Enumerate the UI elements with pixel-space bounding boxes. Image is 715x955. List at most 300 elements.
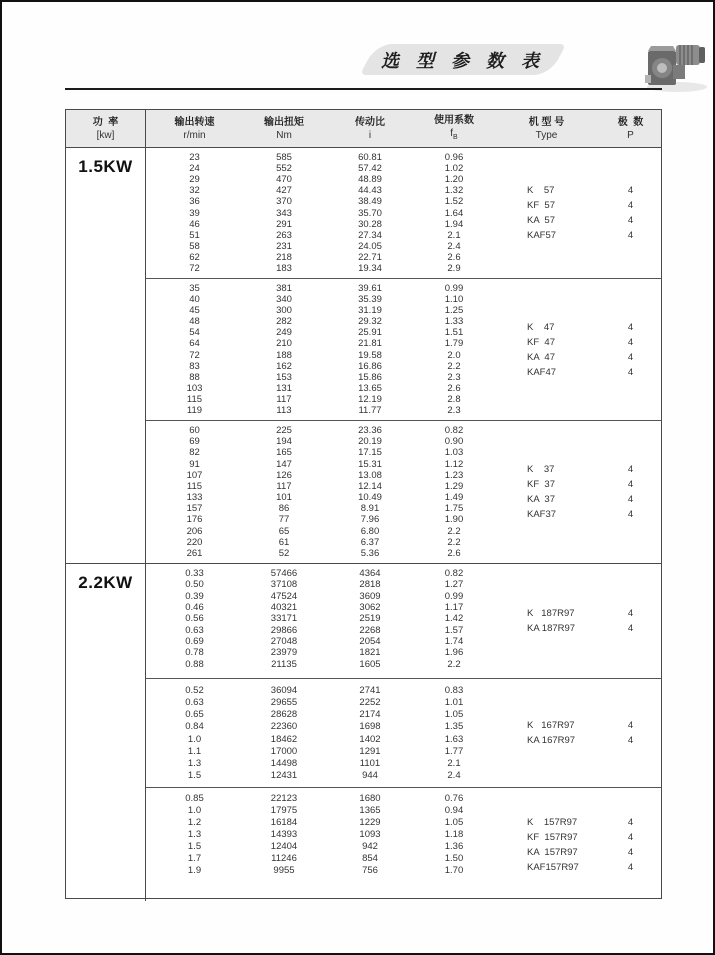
ratio-value: 31.19 [358,305,382,317]
torque-value: 18462 [270,733,298,745]
torque-value: 552 [276,163,292,175]
header-ratio: 传动比 i [355,116,385,141]
ratio-value: 19.58 [358,349,382,361]
speed-value: 39 [189,207,200,219]
factor-value: 2.6 [447,251,461,263]
speed-value: 23 [189,152,200,164]
speed-value: 0.85 [185,792,204,804]
poles-value: 4 [627,735,634,746]
torque-value: 249 [276,327,292,339]
factor-value: 1.33 [444,316,464,328]
ratio-value: 1402 [359,733,381,745]
poles-value: 4 [627,816,634,828]
ratio-block [146,148,661,279]
power-label: 2.2KW [78,573,133,592]
table-row [146,305,661,316]
header-divider [65,88,662,90]
table-row [146,548,661,559]
factor-value: 2.3 [447,404,461,416]
factor-value: 2.6 [447,547,461,559]
speed-value: 1.0 [187,804,202,816]
speed-value: 176 [186,514,203,526]
type-row [493,198,661,213]
speed-value: 119 [186,404,203,416]
speed-value: 69 [189,436,200,448]
torque-value: 291 [276,218,292,230]
speed-value: 0.52 [185,684,204,696]
factor-value: 0.94 [444,804,464,816]
ratio-value: 4364 [359,568,381,580]
factor-value: 2.2 [447,360,461,372]
ratio-value: 8.91 [360,503,380,515]
ratio-value: 1101 [359,758,381,770]
table-row [146,263,661,274]
poles-value: 4 [627,215,634,226]
speed-value: 0.63 [185,696,204,708]
torque-value: 37108 [270,579,298,591]
factor-value: 1.23 [444,469,464,481]
ratio-value: 24.05 [358,240,382,252]
poles-value: 4 [627,608,634,619]
header-type: 机 型 号 Type [528,116,565,141]
speed-value: 0.84 [185,721,204,733]
type-label: KA 157R97 [527,846,578,858]
speed-value: 72 [189,349,200,361]
ratio-value: 6.37 [360,536,380,548]
factor-value: 1.64 [444,207,464,219]
ratio-value: 854 [362,853,378,865]
ratio-blocks [146,148,661,563]
speed-value: 72 [189,262,200,274]
ratio-value: 1680 [359,792,381,804]
torque-value: 218 [276,251,292,263]
factor-value: 1.10 [444,294,464,306]
factor-value: 1.94 [444,218,464,230]
type-list [493,606,661,636]
header-output-speed: 输出转速 r/min [174,116,215,141]
speed-value: 0.33 [185,568,204,580]
speed-value: 62 [189,251,200,263]
table-row [146,537,661,548]
type-row [493,477,661,492]
speed-value: 1.3 [187,828,202,840]
type-list [493,320,661,380]
poles-value: 4 [627,200,634,211]
speed-value: 64 [189,338,200,350]
torque-value: 126 [276,469,292,481]
type-label: KA 37 [527,494,555,505]
speed-value: 0.78 [185,647,204,659]
torque-value: 29866 [270,624,298,636]
ratio-value: 2268 [359,624,381,636]
type-row [493,462,661,477]
ratio-value: 2818 [359,579,381,591]
factor-value: 2.2 [447,525,461,537]
ratio-value: 756 [362,865,378,877]
speed-value: 48 [189,316,200,328]
type-row [493,365,661,380]
ratio-block [146,564,661,679]
factor-value: 1.96 [444,647,464,659]
torque-value: 14393 [270,828,298,840]
speed-value: 0.50 [185,579,204,591]
ratio-value: 19.34 [358,262,382,274]
factor-value: 2.0 [447,349,461,361]
factor-value: 0.83 [444,684,464,696]
ratio-blocks [146,564,661,901]
torque-value: 210 [276,338,292,350]
poles-value: 4 [627,494,634,505]
torque-value: 113 [276,404,292,416]
type-label: KA 57 [527,215,555,226]
factor-value: 1.25 [444,305,464,317]
torque-value: 282 [276,316,292,328]
speed-value: 1.0 [187,733,202,745]
factor-value: 1.50 [444,853,464,865]
factor-value: 2.1 [447,758,461,770]
table-row [146,436,661,447]
power-cell [66,564,146,901]
ratio-value: 2252 [359,696,381,708]
torque-value: 28628 [270,709,298,721]
torque-value: 77 [278,514,290,526]
poles-value: 4 [627,336,634,348]
ratio-value: 29.32 [358,316,382,328]
type-list [493,718,661,748]
factor-value: 1.75 [444,503,464,515]
type-row [493,228,661,243]
speed-value: 115 [186,393,203,405]
ratio-value: 15.31 [358,458,382,470]
ratio-value: 12.19 [358,393,382,405]
torque-value: 263 [276,229,292,241]
page-title: 选 型 参 数 表 [380,50,545,71]
speed-value: 60 [189,425,200,437]
type-list [493,183,661,243]
speed-value: 24 [189,163,200,175]
factor-value: 0.99 [444,283,464,295]
speed-value: 29 [189,174,200,186]
torque-value: 231 [276,240,292,252]
table-row [146,684,661,696]
table-row [146,696,661,708]
type-row [493,845,661,860]
speed-value: 0.69 [185,636,204,648]
factor-value: 2.1 [447,229,461,241]
table-row [146,405,661,416]
poles-value: 4 [627,509,634,520]
torque-value: 188 [276,349,292,361]
speed-value: 133 [186,492,203,504]
ratio-value: 7.96 [360,514,380,526]
factor-value: 1.20 [444,174,464,186]
ratio-value: 23.36 [358,425,382,437]
type-label: KA 187R97 [527,623,576,634]
type-row [493,718,661,733]
table-row [146,152,661,163]
torque-value: 194 [276,436,292,448]
speed-value: 45 [189,305,200,317]
ratio-value: 15.86 [358,371,382,383]
torque-value: 61 [278,536,290,548]
table-body [66,148,661,899]
header-service-factor: 使用系数 $f_B$ [434,114,474,141]
type-row [493,606,661,621]
factor-value: 1.03 [444,447,464,459]
ratio-block [146,279,661,421]
table-row [146,447,661,458]
speed-value: 35 [189,283,200,295]
type-label: KA 47 [527,351,555,363]
torque-value: 165 [276,447,292,459]
torque-value: 131 [276,382,292,394]
ratio-value: 17.15 [358,447,382,459]
torque-value: 23979 [270,647,298,659]
table-row [146,526,661,537]
ratio-value: 2741 [359,684,381,696]
ratio-value: 13.65 [358,382,382,394]
poles-value: 4 [627,831,634,843]
torque-value: 343 [276,207,292,219]
type-row [493,335,661,350]
speed-value: 0.46 [185,602,204,614]
ratio-value: 1605 [359,658,381,670]
speed-value: 36 [189,196,200,208]
type-list [493,815,661,875]
torque-value: 470 [276,174,292,186]
torque-value: 117 [276,393,292,405]
factor-value: 1.36 [444,841,464,853]
ratio-value: 3062 [359,602,381,614]
factor-value: 0.96 [444,152,464,164]
selection-table [65,109,662,899]
ratio-value: 35.39 [358,294,382,306]
factor-value: 1.29 [444,480,464,492]
type-row [493,733,661,748]
ratio-value: 39.61 [358,283,382,295]
torque-value: 16184 [270,816,298,828]
ratio-block [146,788,661,901]
table-row [146,636,661,647]
speed-value: 58 [189,240,200,252]
torque-value: 300 [276,305,292,317]
factor-value: 2.6 [447,382,461,394]
ratio-value: 10.49 [358,492,382,504]
factor-value: 1.52 [444,196,464,208]
factor-value: 0.90 [444,436,464,448]
poles-value: 4 [627,230,634,241]
speed-value: 91 [189,458,200,470]
torque-value: 36094 [270,684,298,696]
ratio-value: 2054 [359,636,381,648]
ratio-value: 1821 [359,647,381,659]
ratio-value: 22.71 [358,251,382,263]
power-cell [66,148,146,563]
type-label: KF 37 [527,479,555,490]
ratio-value: 25.91 [358,327,382,339]
ratio-value: 2174 [359,709,381,721]
power-label: 1.5KW [78,157,133,176]
table-header-row [66,110,661,148]
speed-value: 88 [189,371,200,383]
ratio-value: 11.77 [358,404,382,416]
speed-value: 1.5 [187,841,202,853]
type-label: K 157R97 [527,816,578,828]
factor-value: 1.57 [444,624,464,636]
ratio-value: 3609 [359,590,381,602]
ratio-value: 1229 [359,816,381,828]
ratio-value: 13.08 [358,469,382,481]
ratio-value: 12.14 [358,480,382,492]
factor-value: 1.05 [444,816,464,828]
factor-value: 2.2 [447,658,461,670]
type-label: KAF47 [527,366,557,378]
type-label: K 57 [527,185,555,196]
torque-value: 162 [276,360,292,372]
speed-value: 51 [189,229,200,241]
type-row [493,621,661,636]
table-row [146,792,661,804]
type-row [493,860,661,875]
torque-value: 52 [278,547,290,559]
type-label: KAF37 [527,509,557,520]
ratio-value: 1698 [359,721,381,733]
type-label: K 47 [527,321,555,333]
speed-value: 0.65 [185,709,204,721]
factor-value: 1.27 [444,579,464,591]
type-label: K 37 [527,464,555,475]
header-power: 功 率 [kw] [66,110,146,147]
speed-value: 107 [186,469,203,481]
factor-value: 1.63 [444,733,464,745]
ratio-value: 38.49 [358,196,382,208]
factor-value: 1.79 [444,338,464,350]
ratio-value: 16.86 [358,360,382,372]
speed-value: 220 [186,536,203,548]
speed-value: 1.1 [187,745,202,757]
header-output-torque: 输出扭矩 Nm [264,116,304,141]
torque-value: 117 [276,480,292,492]
torque-value: 47524 [270,590,298,602]
factor-value: 1.02 [444,163,464,175]
torque-value: 153 [276,371,292,383]
torque-value: 22123 [270,792,298,804]
factor-value: 1.05 [444,709,464,721]
table-row [146,383,661,394]
poles-value: 4 [627,479,634,490]
torque-value: 86 [278,503,290,515]
table-row [146,163,661,174]
factor-value: 1.77 [444,745,464,757]
torque-value: 33171 [270,613,298,625]
ratio-value: 20.19 [358,436,382,448]
type-label: KAF157R97 [527,861,579,873]
speed-value: 32 [189,185,200,197]
type-label: KF 47 [527,336,555,348]
speed-value: 0.56 [185,613,204,625]
table-row [146,659,661,670]
table-row [146,647,661,658]
type-row [493,183,661,198]
factor-value: 1.18 [444,828,464,840]
torque-value: 9955 [273,865,295,877]
type-row [493,830,661,845]
ratio-value: 44.43 [358,185,382,197]
factor-value: 2.8 [447,393,461,405]
factor-value: 1.90 [444,514,464,526]
type-row [493,350,661,365]
ratio-value: 35.70 [358,207,382,219]
speed-value: 0.39 [185,590,204,602]
ratio-value: 27.34 [358,229,382,241]
torque-value: 17000 [270,745,298,757]
ratio-value: 60.81 [358,152,382,164]
speed-value: 261 [186,547,203,559]
factor-value: 1.49 [444,492,464,504]
factor-value: 1.35 [444,721,464,733]
speed-value: 54 [189,327,200,339]
factor-value: 1.12 [444,458,464,470]
torque-value: 27048 [270,636,298,648]
factor-value: 1.17 [444,602,464,614]
torque-value: 381 [276,283,292,295]
table-row [146,252,661,263]
poles-value: 4 [627,464,634,475]
torque-value: 14498 [270,758,298,770]
torque-value: 22360 [270,721,298,733]
type-row [493,492,661,507]
factor-value: 0.82 [444,425,464,437]
table-row [146,283,661,294]
factor-value: 1.74 [444,636,464,648]
speed-value: 40 [189,294,200,306]
ratio-value: 21.81 [358,338,382,350]
torque-value: 12404 [270,841,298,853]
speed-value: 0.88 [185,658,204,670]
torque-value: 427 [276,185,292,197]
poles-value: 4 [627,351,634,363]
factor-value: 1.70 [444,865,464,877]
speed-value: 1.7 [187,853,202,865]
factor-value: 1.42 [444,613,464,625]
type-label: K 167R97 [527,720,575,731]
table-row [146,758,661,770]
poles-value: 4 [627,185,634,196]
factor-value: 1.01 [444,696,464,708]
table-row [146,394,661,405]
poles-value: 4 [627,366,634,378]
factor-value: 2.4 [447,770,461,782]
speed-value: 46 [189,218,200,230]
power-section [66,148,661,563]
type-label: K 187R97 [527,608,575,619]
ratio-value: 2519 [359,613,381,625]
factor-value: 2.3 [447,371,461,383]
ratio-value: 30.28 [358,218,382,230]
torque-value: 585 [276,152,292,164]
torque-value: 21135 [271,658,297,670]
torque-value: 40321 [270,602,298,614]
type-label: KAF57 [527,230,557,241]
speed-value: 82 [189,447,200,459]
factor-value: 0.82 [444,568,464,580]
table-row [146,591,661,602]
poles-value: 4 [627,861,634,873]
type-label: KA 167R97 [527,735,576,746]
torque-value: 370 [276,196,292,208]
torque-value: 340 [276,294,292,306]
factor-value: 2.2 [447,536,461,548]
